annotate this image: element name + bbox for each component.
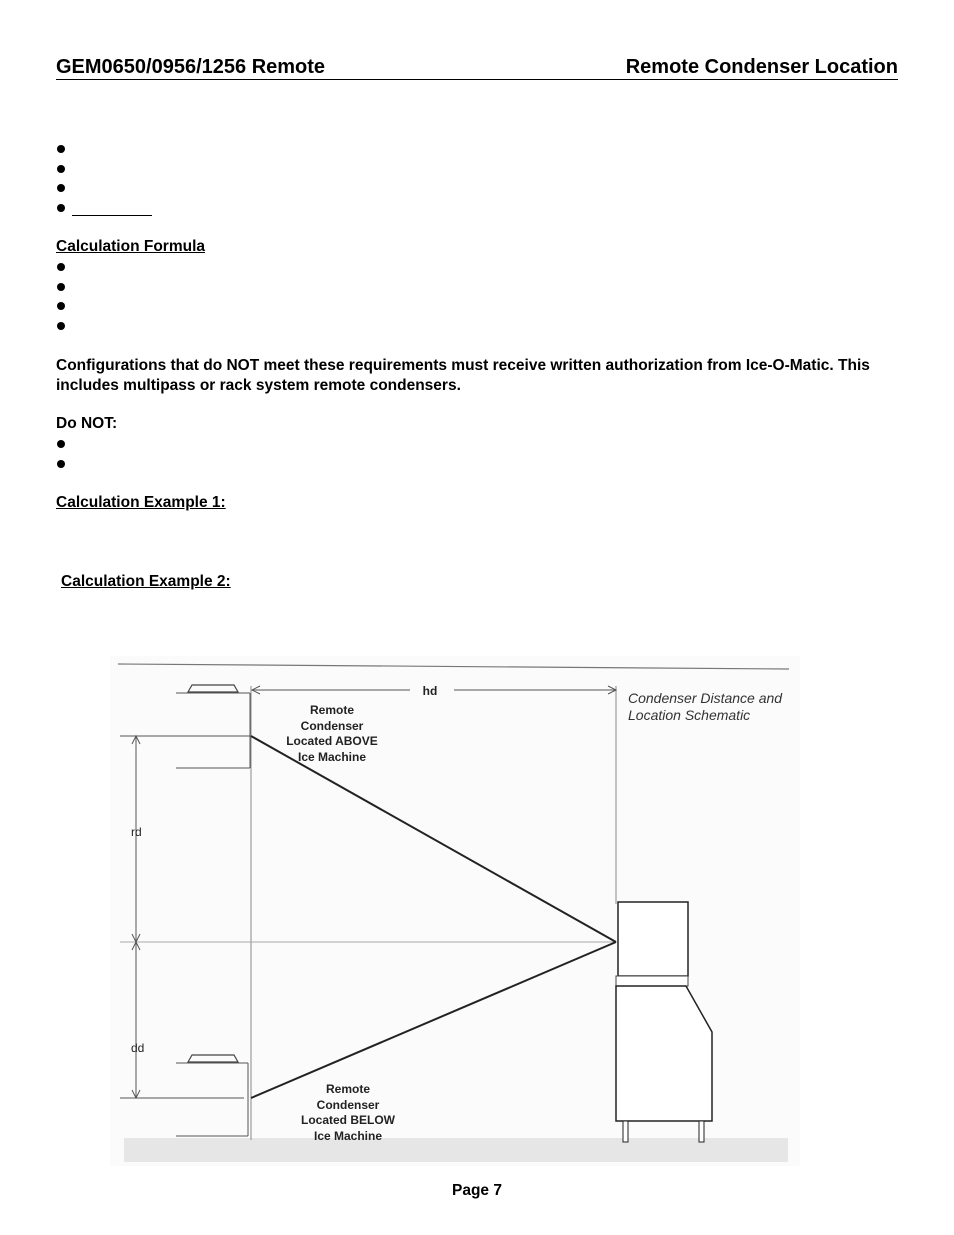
bullet-item	[56, 434, 65, 454]
calc-formula-heading: Calculation Formula	[56, 238, 205, 255]
bullet-icon	[57, 145, 65, 153]
below-label-line: Condenser	[316, 1098, 380, 1112]
bullet-item	[56, 257, 65, 277]
underline-blank	[72, 215, 152, 216]
bin-leg	[623, 1121, 628, 1142]
schematic-svg	[110, 656, 800, 1166]
bullet-icon	[57, 302, 65, 310]
bullet-icon	[57, 460, 65, 468]
condenser-schematic-diagram	[110, 656, 800, 1166]
above-label-line: Remote	[309, 703, 355, 717]
below-label-line: Ice Machine	[313, 1129, 383, 1143]
formula-bullet-list	[56, 257, 65, 335]
bullet-icon	[57, 204, 65, 212]
above-label-line: Condenser	[300, 719, 364, 733]
requirements-bullet-list	[56, 139, 65, 217]
bullet-icon	[57, 165, 65, 173]
dd-label: dd	[131, 1041, 145, 1055]
example-2-heading: Calculation Example 2:	[61, 573, 231, 590]
above-label-line: Located ABOVE	[286, 734, 378, 748]
bullet-item	[56, 277, 65, 297]
bullet-icon	[57, 322, 65, 330]
below-label-line: Located BELOW	[300, 1113, 396, 1127]
schematic-title-line1: Condenser Distance and	[628, 690, 783, 706]
bin-leg	[699, 1121, 704, 1142]
configuration-note: Configurations that do NOT meet these requirements must receive written authorization from Ice-O-Matic. This includes multipass or rack system remote condensers.	[56, 357, 870, 394]
ice-machine-head	[618, 902, 688, 976]
above-label-line: Ice Machine	[297, 750, 367, 764]
page-number: Page 7	[452, 1182, 502, 1199]
bullet-icon	[57, 184, 65, 192]
bullet-icon	[57, 263, 65, 271]
header-underline	[56, 79, 898, 80]
bullet-item	[56, 139, 65, 159]
example-1-heading: Calculation Example 1:	[56, 494, 226, 511]
bullet-item	[56, 159, 65, 179]
hd-label: hd	[422, 684, 438, 698]
floor-area	[124, 1138, 788, 1162]
bullet-icon	[57, 283, 65, 291]
bullet-item	[56, 296, 65, 316]
bullet-item	[56, 178, 65, 198]
bullet-icon	[57, 440, 65, 448]
bullet-item	[56, 316, 65, 336]
do-not-bullet-list	[56, 434, 65, 473]
ice-bin	[616, 986, 712, 1121]
rd-label: rd	[131, 825, 142, 839]
do-not-heading: Do NOT:	[56, 415, 118, 432]
header-section-title: Remote Condenser Location	[625, 56, 898, 78]
below-label-line: Remote	[325, 1082, 371, 1096]
schematic-title-line2: Location Schematic	[628, 707, 751, 723]
bullet-item	[56, 198, 65, 218]
ice-machine-adapter	[616, 976, 688, 986]
header-model-title: GEM0650/0956/1256 Remote	[56, 56, 326, 78]
bullet-item	[56, 454, 65, 474]
